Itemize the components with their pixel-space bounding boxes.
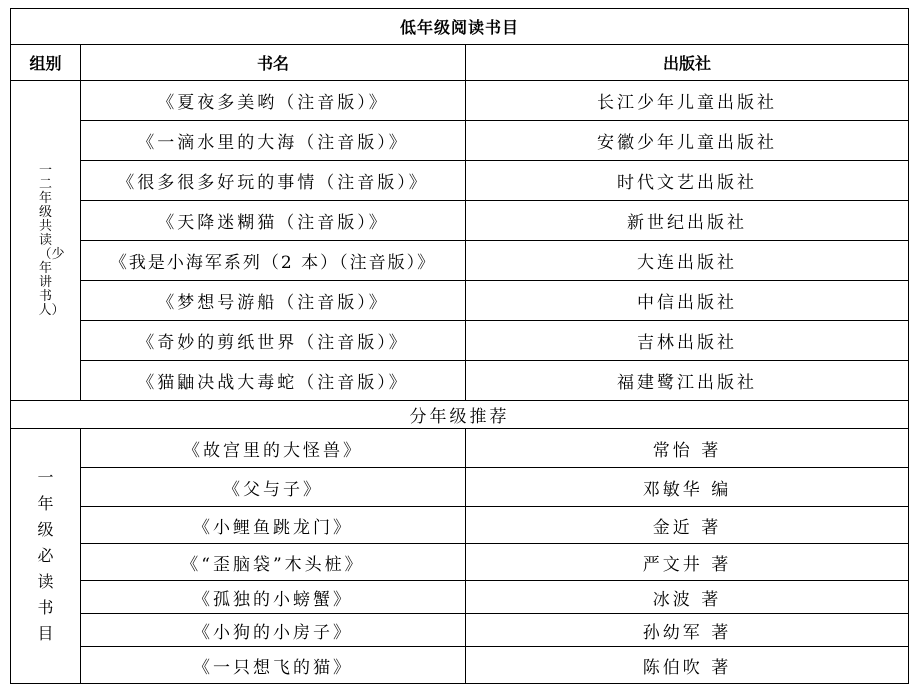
reading-list-sheet [10,8,908,690]
book-title: 《夏夜多美哟（注音版）》 [81,81,466,121]
header-group: 组别 [11,45,81,81]
author: 邓敏华 编 [466,468,909,507]
publisher: 福建鹭江出版社 [466,361,909,401]
author: 孙幼军 著 [466,614,909,647]
book-title: 《猫鼬决战大毒蛇（注音版）》 [81,361,466,401]
book-title: 《孤独的小螃蟹》 [81,581,466,614]
publisher: 新世纪出版社 [466,201,909,241]
publisher: 中信出版社 [466,281,909,321]
header-book-title: 书名 [81,45,466,81]
publisher: 时代文艺出版社 [466,161,909,201]
publisher: 吉林出版社 [466,321,909,361]
subheader-grade-recommendations: 分年级推荐 [11,401,909,429]
book-title: 《一只想飞的猫》 [81,647,466,684]
reading-list-table [10,8,909,684]
group-cell-grade-one: 一年级必读书目 [11,429,81,684]
book-title: 《一滴水里的大海（注音版）》 [81,121,466,161]
book-title: 《梦想号游船（注音版）》 [81,281,466,321]
author: 常怡 著 [466,429,909,468]
author: 冰波 著 [466,581,909,614]
book-title: 《我是小海军系列（2 本）（注音版）》 [81,241,466,281]
author: 陈伯吹 著 [466,647,909,684]
group-cell-shared-reading: 一二年级共读（少年讲书人） [11,81,81,401]
book-title: 《小鲤鱼跳龙门》 [81,507,466,544]
author: 金近 著 [466,507,909,544]
book-title: 《天降迷糊猫（注音版）》 [81,201,466,241]
header-publisher: 出版社 [466,45,909,81]
book-title: 《“歪脑袋”木头桩》 [81,544,466,581]
publisher: 大连出版社 [466,241,909,281]
book-title: 《很多很多好玩的事情（注音版）》 [81,161,466,201]
book-title: 《父与子》 [81,468,466,507]
publisher: 安徽少年儿童出版社 [466,121,909,161]
book-title: 《故宫里的大怪兽》 [81,429,466,468]
author: 严文井 著 [466,544,909,581]
book-title: 《奇妙的剪纸世界（注音版）》 [81,321,466,361]
table-title: 低年级阅读书目 [11,9,909,45]
publisher: 长江少年儿童出版社 [466,81,909,121]
book-title: 《小狗的小房子》 [81,614,466,647]
